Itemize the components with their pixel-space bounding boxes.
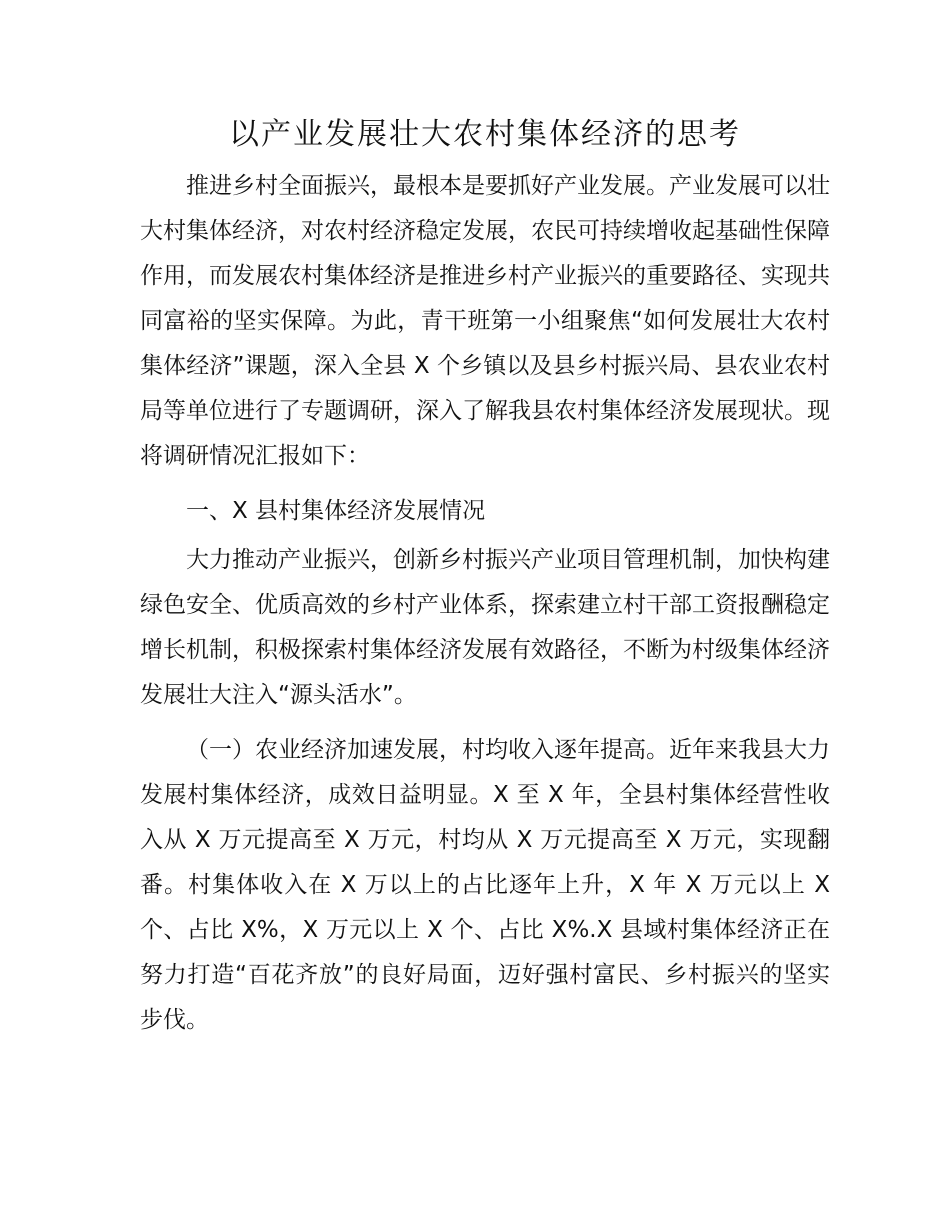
document-title: 以产业发展壮大农村集体经济的思考 [229,117,741,152]
document-body [140,110,830,1043]
section-intro-paragraph: 大力推动产业振兴，创新乡村振兴产业项目管理机制，加快构建绿色安全、优质高效的乡村产业体系，探索建立村干部工资报酬稳定增长机制，积极探索村集体经济发展有效路径，不断为村级集体经济发展壮大注入“源头活水”。 [140,547,830,708]
subsection-paragraph: （一）农业经济加速发展，村均收入逐年提高。近年来我县大力发展村集体经济，成效日益明显。X 至 X 年，全县村集体经营性收入从 X 万元提高至 X 万元，村均从 X 万元提高至 X 万元，实现翻番。村集体收入在 X 万以上的占比逐年上升，X 年 X 万元以上 X 个、占比 X%，X 万元以上 X 个、占比 X%.X 县域村集体经济正在努力打造“百花齐放”的良好局面，迈好强村富民、乡村振兴的坚实步伐。 [140,737,830,1033]
section-heading: 一、X 县村集体经济发展情况 [186,498,486,524]
intro-paragraph: 推进乡村全面振兴，最根本是要抓好产业发展。产业发展可以壮大村集体经济，对农村经济稳定发展，农民可持续增收起基础性保障作用，而发展农村集体经济是推进乡村产业振兴的重要路径、实现共同富裕的坚实保障。为此，青干班第一小组聚焦“如何发展壮大农村集体经济”课题，深入全县 X 个乡镇以及县乡村振兴局、县农业农村局等单位进行了专题调研，深入了解我县农村集体经济发展现状。现将调研情况汇报如下： [140,173,830,469]
